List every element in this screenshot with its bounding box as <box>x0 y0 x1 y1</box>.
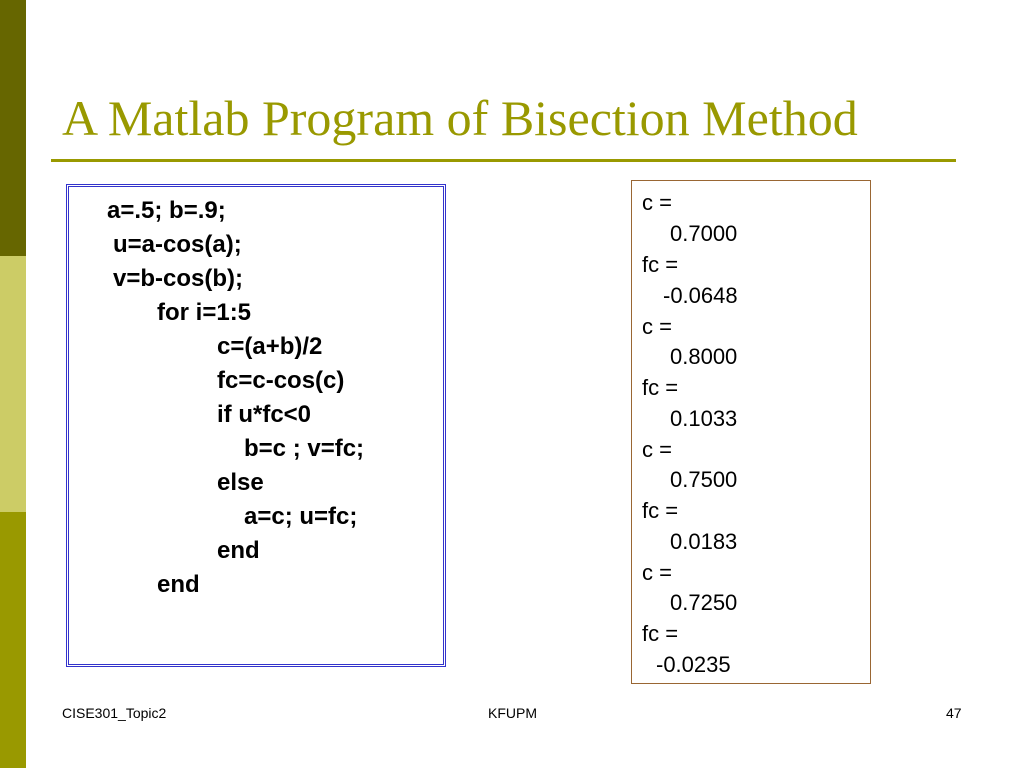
footer-course: CISE301_Topic2 <box>62 705 167 721</box>
output-line: 0.8000 <box>670 344 738 369</box>
slide-title: A Matlab Program of Bisection Method <box>62 90 858 146</box>
output-line: fc = <box>642 252 679 277</box>
footer-org: KFUPM <box>488 705 537 721</box>
code-line: fc=c-cos(c) <box>217 367 345 394</box>
output-line: c = <box>642 190 672 215</box>
code-line: v=b-cos(b); <box>113 265 244 292</box>
output-line: 0.7250 <box>670 590 738 615</box>
side-bar-middle <box>0 256 26 512</box>
output-box <box>631 180 871 684</box>
output-line: -0.0235 <box>656 652 731 677</box>
output-line: 0.0183 <box>670 529 738 554</box>
side-bar-bottom <box>0 512 26 768</box>
code-line: if u*fc<0 <box>217 401 312 428</box>
output-line: 0.7000 <box>670 221 738 246</box>
code-line: u=a-cos(a); <box>113 231 242 258</box>
code-line: b=c ; v=fc; <box>244 435 365 462</box>
code-line: else <box>217 469 264 496</box>
output-line: c = <box>642 437 672 462</box>
output-line: fc = <box>642 498 679 523</box>
footer-page-number: 47 <box>946 705 962 721</box>
output-line: fc = <box>642 375 679 400</box>
code-line: c=(a+b)/2 <box>217 333 323 360</box>
output-line: fc = <box>642 621 679 646</box>
output-line: 0.1033 <box>670 406 738 431</box>
title-underline <box>51 159 956 162</box>
code-line: a=c; u=fc; <box>244 503 358 530</box>
code-line: for i=1:5 <box>157 299 252 326</box>
output-line: 0.7500 <box>670 467 738 492</box>
code-line: end <box>157 571 200 598</box>
output-line: -0.0648 <box>663 283 738 308</box>
output-line: c = <box>642 314 672 339</box>
code-line: end <box>217 537 260 564</box>
side-bar-top <box>0 0 26 256</box>
code-box <box>66 184 446 667</box>
output-line: c = <box>642 560 672 585</box>
code-line: a=.5; b=.9; <box>107 197 226 224</box>
